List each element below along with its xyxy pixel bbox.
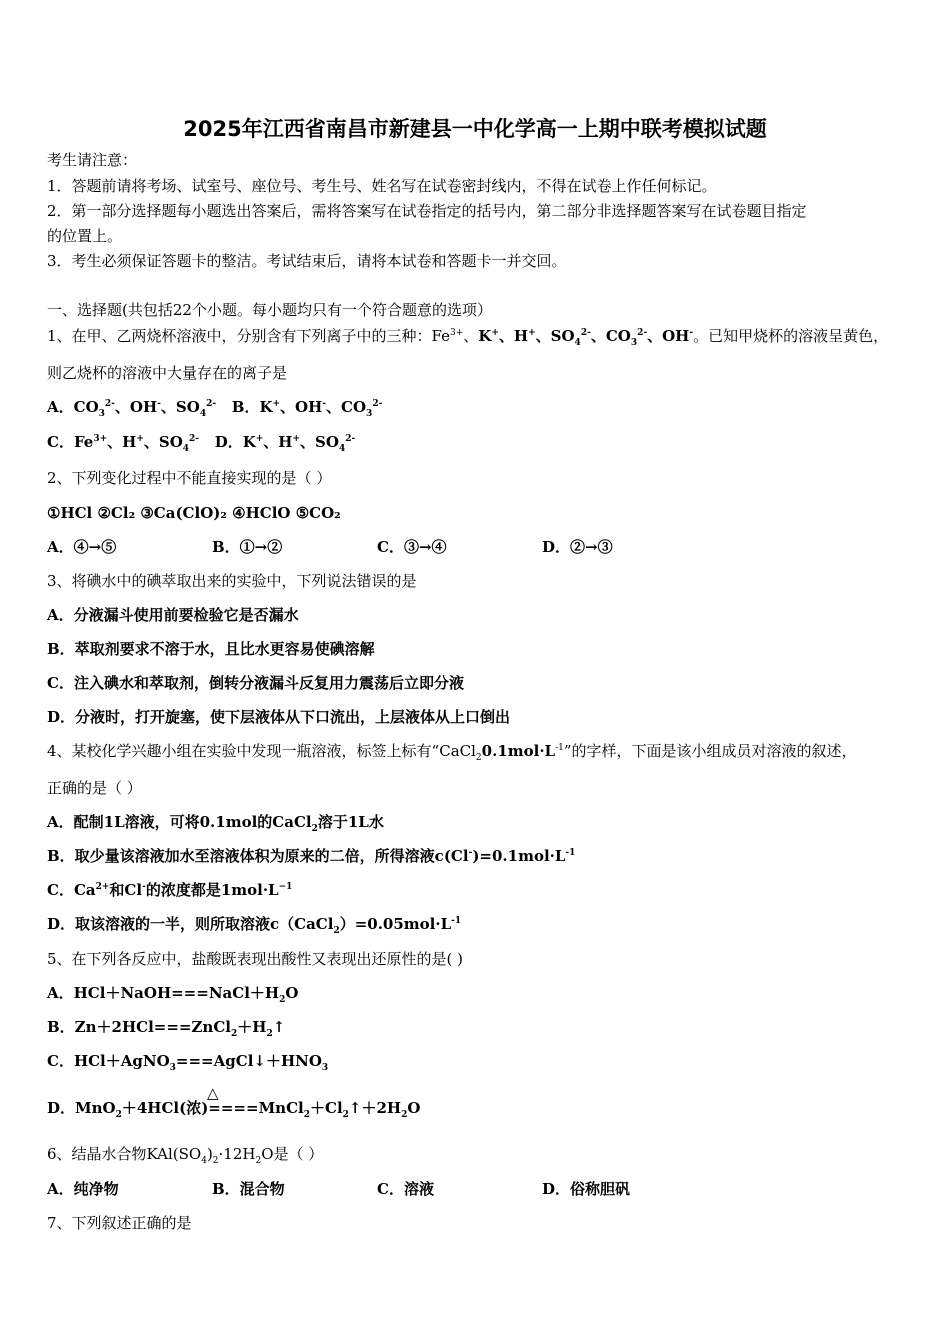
question-6-option-b: B．混合物 bbox=[212, 1180, 285, 1198]
question-6-option-c: C．溶液 bbox=[377, 1180, 434, 1198]
question-1-options-ab: A．$CO_3^{2-}$、OH-、$SO_4^{2-}$ B．K+、OH-、$CO_3^{2-}$ bbox=[47, 398, 383, 419]
question-3-option-c: C．注入碘水和萃取剂，倒转分液漏斗反复用力震荡后立即分液 bbox=[47, 674, 464, 692]
question-5-option-d: D．MnO$_2$＋4HCl(浓)$====MnCl_2+Cl_2↑+2H_2O$ bbox=[47, 1099, 421, 1120]
question-2-option-b: B．①→② bbox=[212, 538, 283, 556]
question-5-stem: 5、在下列各反应中，盐酸既表现出酸性又表现出还原性的是( ) bbox=[47, 950, 464, 968]
question-3-option-b: B．萃取剂要求不溶于水，且比水更容易使碘溶解 bbox=[47, 640, 375, 658]
question-3-stem: 3、将碘水中的碘萃取出来的实验中，下列说法错误的是 bbox=[47, 572, 417, 590]
page-title: 2025年江西省南昌市新建县一中化学高一上期中联考模拟试题 bbox=[183, 117, 767, 141]
question-2-option-d: D．②→③ bbox=[542, 538, 613, 556]
question-6-options bbox=[47, 1179, 707, 1199]
question-2-option-a: A．④→⑤ bbox=[47, 538, 117, 556]
question-6-option-a: A．纯净物 bbox=[47, 1180, 119, 1198]
notice-item-2: 2．第一部分选择题每小题选出答案后，需将答案写在试卷指定的括号内，第二部分非选择题答案写在试卷题目指定 bbox=[47, 202, 807, 220]
question-5-option-b: B．$Zn+2HCl===ZnCl_2+H_2↑$ bbox=[47, 1018, 286, 1039]
question-1-stem-cont: 则乙烧杯的溶液中大量存在的离子是 bbox=[47, 364, 288, 382]
question-4-option-a: A．配制1L溶液，可将0.1mol的CaCl$_2$溶于1L水 bbox=[47, 813, 384, 834]
notice-item-1: 1．答题前请将考场、试室号、座位号、考生号、姓名写在试卷密封线内，不得在试卷上作任何标记。 bbox=[47, 177, 717, 195]
question-6-stem: 6、结晶水合物$KAl(SO_4)_2\cdot 12H_2O$是（ ） bbox=[47, 1145, 324, 1166]
question-2-stem: 2、下列变化过程中不能直接实现的是（ ） bbox=[47, 469, 332, 487]
question-2-options bbox=[47, 537, 707, 557]
question-2-items: ①HCl ②Cl₂ ③Ca(ClO)₂ ④HClO ⑤CO₂ bbox=[47, 504, 341, 522]
question-1-options-cd: C．$Fe^{3+}$、H+、$SO_4^{2-}$ D．K+、H+、$SO_4^{2-}$ bbox=[47, 433, 356, 454]
question-5-option-a: A．$HCl+NaOH===NaCl+H_2O$ bbox=[47, 984, 299, 1005]
question-4-option-d: D．取该溶液的一半，则所取溶液$c(CaCl_2)=0.05mol\cdot L^{-1}$ bbox=[47, 915, 462, 936]
question-4-stem-cont: 正确的是（ ） bbox=[47, 779, 142, 797]
section-heading: 一、选择题(共包括22个小题。每小题均只有一个符合题意的选项） bbox=[47, 301, 492, 319]
question-2-option-c: C．③→④ bbox=[377, 538, 447, 556]
question-1-stem: 1、在甲、乙两烧杯溶液中，分别含有下列离子中的三种：$Fe^{3+}$、K+、H+、$SO_4^{2-}$、$CO_3^{2-}$、OH-。已知甲烧杯的溶液呈黄色， bbox=[47, 327, 889, 348]
question-5-option-c: C．$HCl+AgNO_3===AgCl↓+HNO_3$ bbox=[47, 1052, 329, 1073]
question-3-option-d: D．分液时，打开旋塞，使下层液体从下口流出，上层液体从上口倒出 bbox=[47, 708, 511, 726]
notice-heading: 考生请注意： bbox=[47, 151, 138, 169]
heat-symbol: △ bbox=[207, 1084, 219, 1102]
notice-item-3: 3．考生必须保证答题卡的整洁。考试结束后，请将本试卷和答题卡一并交回。 bbox=[47, 252, 567, 270]
question-7-stem: 7、下列叙述正确的是 bbox=[47, 1214, 192, 1232]
question-4-option-b: B．取少量该溶液加水至溶液体积为原来的二倍，所得溶液$c(Cl^-)=0.1mol\cdot L^{-1}$ bbox=[47, 847, 576, 865]
notice-item-2-cont: 的位置上。 bbox=[47, 227, 123, 245]
question-6-option-d: D．俗称胆矾 bbox=[542, 1180, 631, 1198]
question-4-stem: 4、某校化学兴趣小组在实验中发现一瓶溶液，标签上标有“$CaCl_20.1mol\cdot L^{-1}$”的字样，下面是该小组成员对溶液的叙述， bbox=[47, 742, 857, 763]
question-3-option-a: A．分液漏斗使用前要检验它是否漏水 bbox=[47, 606, 299, 624]
question-4-option-c: C．$Ca^{2+}$和Cl-的浓度都是$1mol\cdot L^{-1}$ bbox=[47, 881, 293, 899]
